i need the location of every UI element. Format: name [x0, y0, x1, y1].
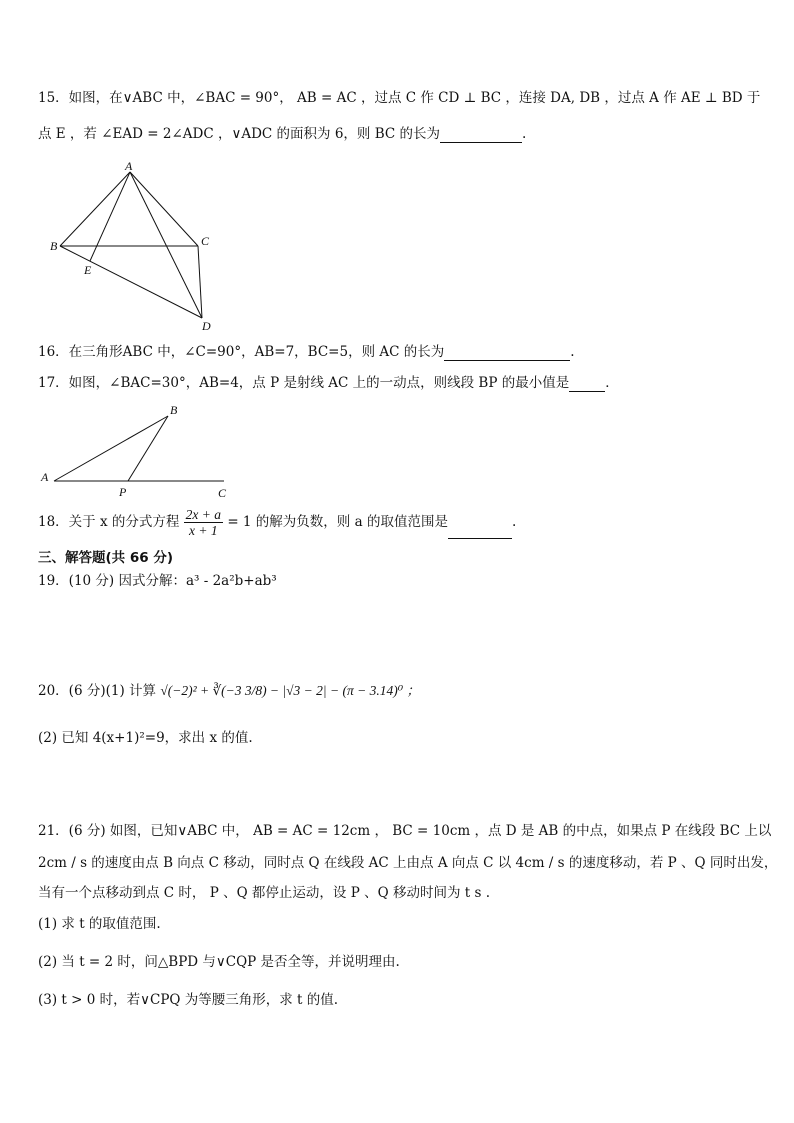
section-3-heading: 三、解答题(共 66 分)	[38, 550, 174, 566]
q15-seg-BA	[60, 172, 130, 246]
q15-seg-AE	[90, 172, 130, 261]
q18-denominator: x + 1	[189, 523, 218, 538]
q15-line1: 15．如图，在∨ABC 中，∠BAC = 90°， AB = AC ，过点 C 作 CD ⊥ BC ，连接 DA, DB ，过点 A 作 AE ⊥ BD 于	[38, 90, 761, 106]
q18-prefix: 18．关于 x 的分式方程	[38, 514, 180, 530]
q21-sub2: (2) 当 t = 2 时，问△BPD 与∨CQP 是否全等，并说明理由.	[38, 954, 400, 970]
q15-seg-AC	[130, 172, 198, 246]
q19-line: 19．(10 分) 因式分解：a³ - 2a²b+ab³	[38, 573, 277, 589]
q15-figure	[50, 160, 220, 335]
q17-seg-BP	[128, 416, 168, 481]
q15-seg-BD	[60, 246, 202, 318]
q20-part1	[38, 682, 420, 700]
q17-label-B: B	[170, 403, 178, 417]
q21-line1: 21．(6 分) 如图，已知∨ABC 中， AB = AC = 12cm ， BC = 10cm ，点 D 是 AB 的中点，如果点 P 在线段 BC 上以	[38, 823, 772, 839]
q20-part1-expression: √(−2)² + ∛(−3 3/8) − |√3 − 2| − (π − 3.14)⁰ ；	[160, 683, 420, 698]
q17-label-P: P	[119, 485, 127, 499]
q17-line	[38, 374, 619, 392]
q15-label-C: C	[201, 234, 210, 248]
q18-numerator: 2x + a	[185, 507, 222, 522]
q15-label-E: E	[84, 263, 92, 277]
q18-line	[38, 505, 516, 539]
q18-tail: .	[511, 514, 517, 530]
q15-line2-text: 点 E ，若 ∠EAD = 2∠ADC ，∨ADC 的面积为 6，则 BC 的长为	[38, 126, 440, 142]
q21-line3: 当有一个点移动到点 C 时， P 、Q 都停止运动，设 P 、Q 移动时间为 t s .	[38, 885, 490, 901]
q16-tail: .	[570, 344, 575, 360]
q16-text: 16．在三角形ABC 中，∠C=90°，AB=7，BC=5，则 AC 的长为	[38, 344, 445, 360]
q16-answer-blank[interactable]	[444, 346, 570, 361]
q17-tail: ．	[605, 375, 619, 391]
q17-label-A: A	[41, 470, 49, 484]
q17-seg-AB	[54, 416, 168, 481]
q15-line2	[38, 125, 526, 143]
q18-fraction	[184, 507, 223, 538]
q15-seg-CD	[198, 246, 202, 318]
q17-figure	[38, 400, 238, 500]
q15-label-B: B	[50, 239, 58, 253]
q15-seg-AD	[130, 172, 202, 318]
q20-part2: (2) 已知 4(x+1)²=9，求出 x 的值.	[38, 730, 253, 746]
q15-tail: .	[522, 126, 527, 142]
q21-sub3: (3) t > 0 时，若∨CPQ 为等腰三角形，求 t 的值.	[38, 992, 339, 1008]
q18-answer-blank[interactable]	[448, 524, 512, 539]
q15-label-D: D	[202, 319, 211, 333]
q20-part1-label: 20．(6 分)(1) 计算	[38, 683, 157, 699]
q17-answer-blank[interactable]	[569, 377, 605, 392]
q16-line	[38, 343, 575, 361]
q18-suffix: = 1 的解为负数，则 a 的取值范围是	[227, 514, 448, 530]
q15-answer-blank[interactable]	[440, 128, 522, 143]
q21-line2: 2cm / s 的速度由点 B 向点 C 移动，同时点 Q 在线段 AC 上由点 A 向点 C 以 4cm / s 的速度移动，若 P 、Q 同时出发，	[38, 855, 778, 871]
q15-label-A: A	[125, 159, 133, 173]
q17-text: 17．如图，∠BAC=30°，AB=4，点 P 是射线 AC 上的一动点，则线段 BP 的最小值是	[38, 375, 570, 391]
q17-label-C: C	[218, 486, 227, 500]
q21-sub1: (1) 求 t 的取值范围.	[38, 916, 161, 932]
